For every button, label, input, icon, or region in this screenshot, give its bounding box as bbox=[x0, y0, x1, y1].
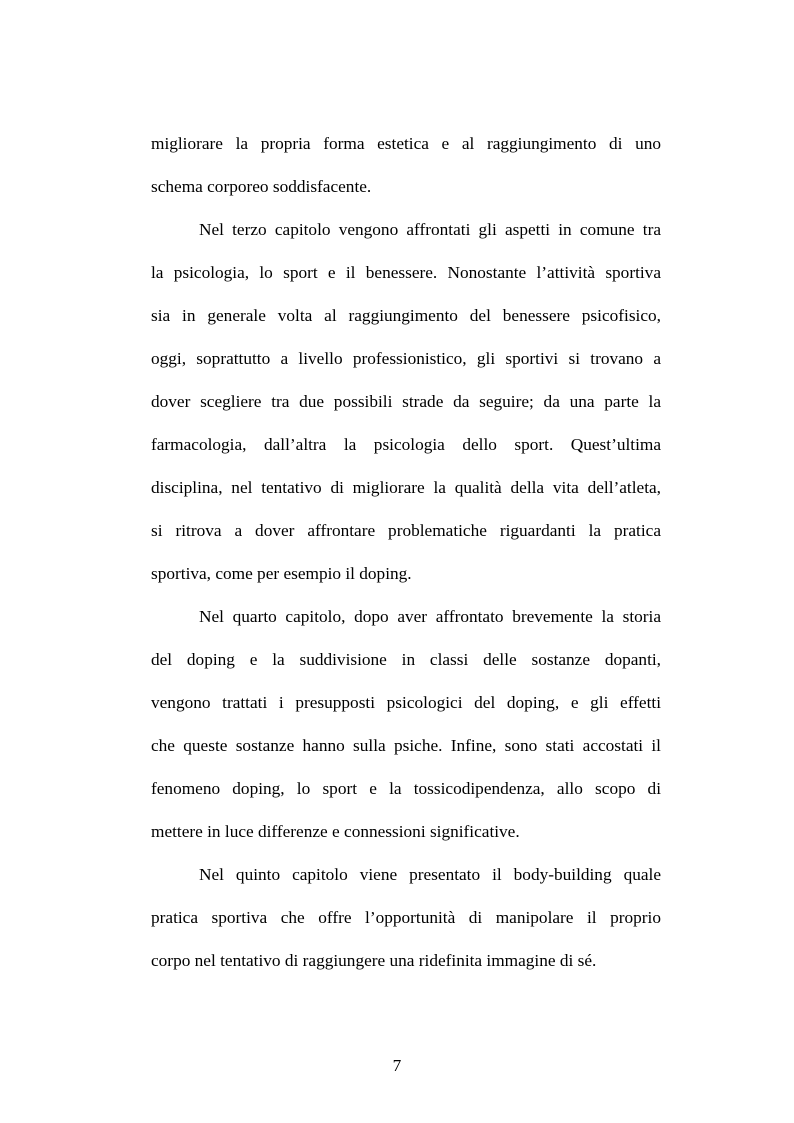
text-line: Nel quarto capitolo, dopo aver affrontato brevemente la storia bbox=[199, 607, 661, 626]
text-line: che queste sostanze hanno sulla psiche. Infine, sono stati accostati il bbox=[151, 736, 661, 755]
text-line: dover scegliere tra due possibili strade da seguire; da una parte la bbox=[151, 392, 661, 411]
text-line: Nel terzo capitolo vengono affrontati gli aspetti in comune tra bbox=[199, 220, 661, 239]
text-line: mettere in luce differenze e connessioni significative. bbox=[151, 822, 520, 841]
text-line: la psicologia, lo sport e il benessere. Nonostante l’attività sportiva bbox=[151, 263, 661, 282]
text-line: sia in generale volta al raggiungimento del benessere psicofisico, bbox=[151, 306, 661, 325]
text-line: pratica sportiva che offre l’opportunità di manipolare il proprio bbox=[151, 908, 661, 927]
text-line: corpo nel tentativo di raggiungere una ridefinita immagine di sé. bbox=[151, 951, 597, 970]
text-line: vengono trattati i presupposti psicologici del doping, e gli effetti bbox=[151, 693, 661, 712]
text-line: farmacologia, dall’altra la psicologia dello sport. Quest’ultima bbox=[151, 435, 661, 454]
text-line: si ritrova a dover affrontare problematiche riguardanti la pratica bbox=[151, 521, 661, 540]
text-line: sportiva, come per esempio il doping. bbox=[151, 564, 412, 583]
text-line: Nel quinto capitolo viene presentato il body-building quale bbox=[199, 865, 661, 884]
text-line: oggi, soprattutto a livello professionistico, gli sportivi si trovano a bbox=[151, 349, 661, 368]
text-line: migliorare la propria forma estetica e al raggiungimento di uno bbox=[151, 134, 661, 153]
text-line: schema corporeo soddisfacente. bbox=[151, 177, 372, 196]
text-line: fenomeno doping, lo sport e la tossicodipendenza, allo scopo di bbox=[151, 779, 661, 798]
text-line: disciplina, nel tentativo di migliorare la qualità della vita dell’atleta, bbox=[151, 478, 661, 497]
page-number: 7 bbox=[392, 1056, 402, 1075]
text-line: del doping e la suddivisione in classi delle sostanze dopanti, bbox=[151, 650, 661, 669]
